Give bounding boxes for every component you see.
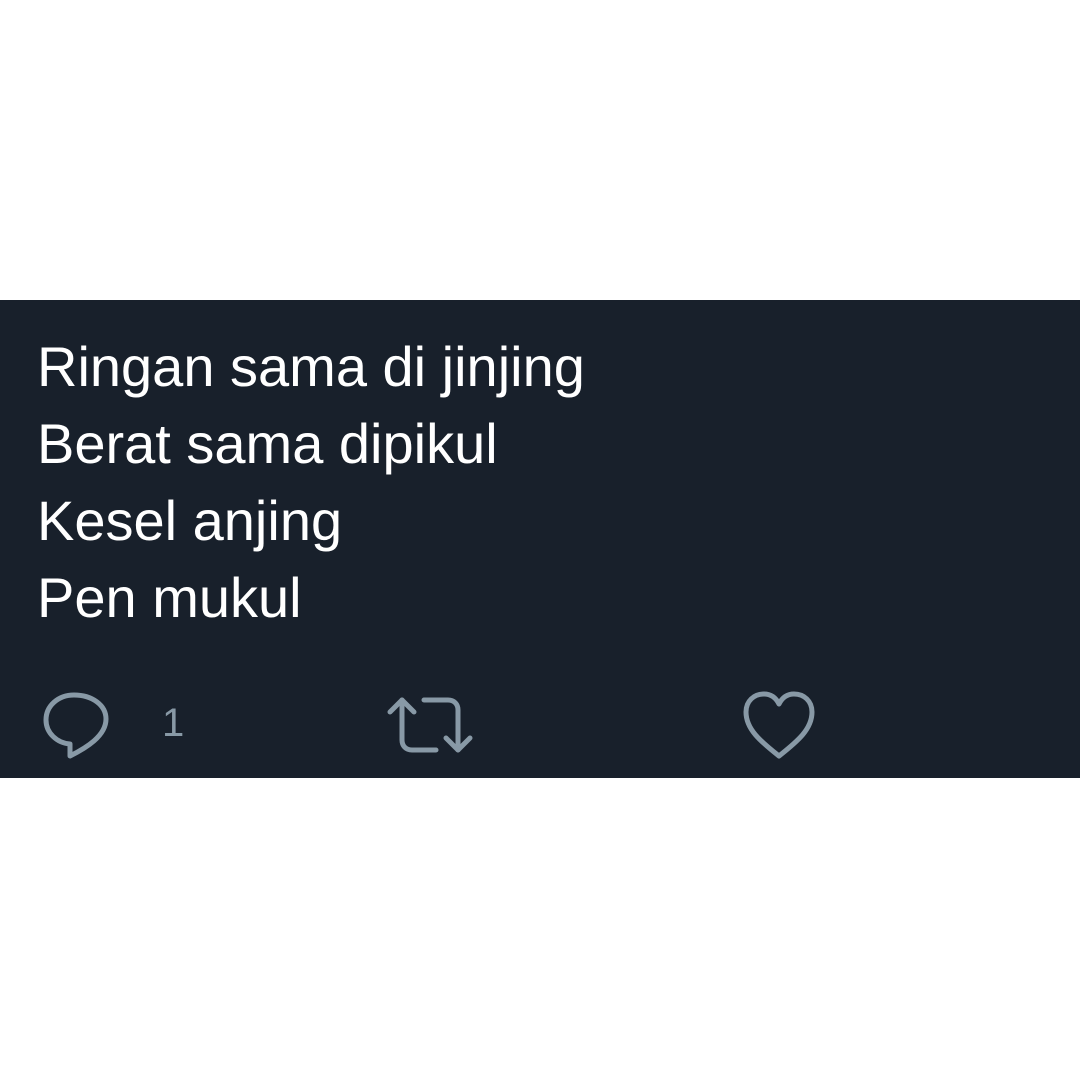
tweet-line: Kesel anjing (37, 489, 343, 552)
like-button[interactable] (740, 688, 818, 762)
tweet-text (37, 328, 585, 636)
tweet-line: Berat sama dipikul (37, 412, 498, 475)
reply-count: 1 (162, 700, 185, 745)
heart-icon (740, 688, 818, 762)
tweet-card[interactable] (0, 300, 1080, 778)
tweet-line: Ringan sama di jinjing (37, 335, 585, 398)
reply-button[interactable] (40, 688, 184, 762)
reply-icon (40, 688, 114, 762)
retweet-icon (384, 688, 476, 762)
tweet-action-bar (0, 688, 1080, 768)
tweet-line: Pen mukul (37, 566, 302, 629)
retweet-button[interactable] (384, 688, 476, 762)
